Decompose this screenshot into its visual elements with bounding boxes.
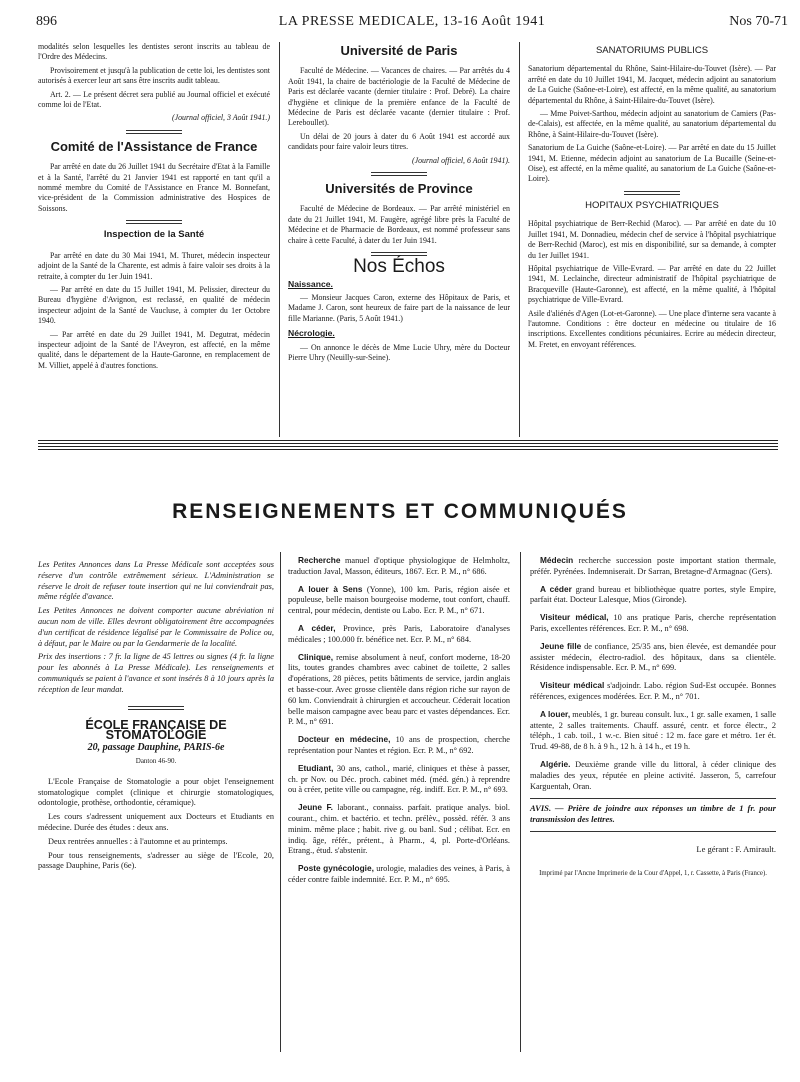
classified-keyword: A céder [540, 583, 572, 594]
classified-text: 10 ans pratique Paris, cherche représentation Paris, excellentes références. Ecr. P. M., n° 698. [530, 613, 777, 633]
column-announcements [38, 560, 274, 875]
classified-text: recherche succession poste important station thermale, préfér. Pyrénées. Indemniserait. Dr Sarran, Bretagne-d'Armagnac (Gers). [530, 556, 777, 576]
classified-text: Province, près Paris, Laboratoire d'analyses médicales ; 100.000 fr. bénéfice net. Ecr. P. M., n° 684. [288, 623, 510, 644]
classified-text: meublés, 1 gr. bureau consult. lux., 1 gr. salle examen, 1 salle attente, 2 salles traitements. Chauff. assuré, centr. et force électr., 2 téléph., 1 cab. toil., 1 w.-c. Bien situé : 12 m. face gare et métro. 1er ét. Trud. 49-88, de 8 h. à 9 h., 12 h. à 14 h., et 19 h. [530, 709, 777, 752]
classified-ad [288, 734, 510, 757]
classified-text: urologie, maladies des veines, à Paris, à céder contre faible indemnité. Ecr. P. M., n° 695. [288, 864, 510, 884]
section-title: Universités de Province [325, 181, 473, 197]
column-classifieds-right [530, 555, 776, 878]
article-text: — Par arrêté en date du 29 Juillet 1941, M. Degutrat, médecin inspecteur adjoint de la Santé de l'Aveyron, est affecté, en la même qualité, dans le département de la Haute-Garonne, en remplacement de M. Villiet, appelé à d'autres fonctions. [38, 329, 270, 370]
decree-text: Provisoirement et jusqu'à la publication de cette loi, les dentistes sont autorisés à exercer leur art sans être inscrits audit tableau. [38, 65, 270, 86]
source-citation: (Journal officiel, 3 Août 1941.) [171, 113, 270, 123]
classified-keyword: Algérie. [540, 758, 571, 769]
column-rule [520, 552, 521, 1052]
classified-ad [530, 680, 776, 703]
classified-ad [530, 641, 776, 674]
article-text: — Par arrêté en date du 15 Juillet 1941, M. Pelissier, directeur du Bureau d'hygiène d'Avignon, est reclassé, en qualité de médecin inspecteur adjoint de la Santé de Vaucluse, à compter du 1er Octobre 1940. [38, 284, 270, 326]
notice-text: Les Petites Annonces dans La Presse Médicale sont acceptées sous réserve d'un contrôle extrêmement sérieux. L'Administration se réserve le droit de refuser toute insertion qui ne lui conviendrait pas, même réglée d'avance. [38, 560, 274, 602]
section-banner: RENSEIGNEMENTS ET COMMUNIQUÉS [172, 500, 628, 523]
classified-ad [288, 802, 510, 857]
classified-keyword: Visiteur médical, [540, 612, 609, 623]
classified-text: remise absolument à neuf, confort moderne, 18-20 lits, toutes grandes chambres avec cabinet de toilette, 2 salles d'opérations, 28 pièces, petits bâtiments de service, jardin anglais et basse-cour. Avec grosse clientèle dans région riche sur rayon de 60 km. Conviendrait à chirurgien et accoucheur. Céderait location belle maison campagne avec beau parc et vastes dépendances. Ecr. P. M., n° 691. [288, 652, 511, 727]
page-header [36, 14, 788, 34]
section-title: Comité de l'Assistance de France [50, 138, 258, 154]
article-text: — Monsieur Jacques Caron, externe des Hôpitaux de Paris, et Madame J. Caron, sont heureux de faire part de la naissance de leur fille Marianne. (Paris, 5 Août 1941.) [288, 292, 510, 323]
classified-keyword: A céder, [298, 622, 336, 633]
manager-signature: Le gérant : F. Amirault. [696, 843, 776, 854]
school-text: Deux rentrées annuelles : à l'automne et au printemps. [48, 836, 228, 846]
classified-keyword: Recherche [298, 555, 341, 565]
article-text: Sanatorium départemental du Rhône, Saint-Hilaire-du-Touvet (Isère). — Par arrêté en date du 10 Juillet 1941, M. Jacquet, médecin adjoint au sanatorium de La Guiche (Saône-et-Loire), est affecté, en la même qualité, au sanatorium départemental du Rhône, à Saint-Hilaire-du-Touvet (Isère). [528, 64, 776, 105]
article-text: — Mme Poivet-Sarthou, médecin adjoint au sanatorium de Camiers (Pas-de-Calais), est affectée, en la même qualité, au sanatorium départemental du Rhône, à Saint-Hilaire-du-Touvet (Isère). [528, 109, 776, 139]
article-text: Faculté de Médecine. — Vacances de chaires. — Par arrêtés du 4 Août 1941, la chaire de bactériologie de la Faculté de Médecine de Paris est déclarée vacante (dernier titulaire : Prof. Debré). La chaire d'hygiène et clinique de la première enfance de la Faculté de Médecine de Paris est déclarée vacante (dernier titulaire : Prof. Lereboullet). [288, 66, 510, 128]
school-text: Les cours s'adressent uniquement aux Docteurs et Etudiants en médecine. Durée des études : deux ans. [38, 812, 274, 832]
classified-ad [530, 759, 776, 792]
classified-ad [288, 863, 510, 886]
classified-keyword: Clinique, [298, 651, 334, 662]
school-address: 20, passage Dauphine, PARIS-6e [87, 742, 225, 754]
page-number: 896 [36, 14, 57, 29]
column-rule [279, 42, 280, 437]
article-text: Un délai de 20 jours à dater du 6 Août 1941 est accordé aux candidats pour faire valoir leurs titres. [288, 131, 510, 152]
column-rule [519, 42, 520, 437]
column-rule [280, 552, 281, 1052]
article-text: Hôpital psychiatrique de Berr-Rechid (Maroc). — Par arrêté en date du 10 Juillet 1941, M. Donnadieu, médecin chef de service à l'hôpital psychiatrique de Berr-Rechid (Maroc), est mis en disponibilité, sur sa demande, à compter du 1er Juillet 1941. [528, 219, 776, 260]
classified-keyword: A louer, [540, 708, 571, 719]
classified-text: grand bureau et bibliothèque quatre portes, style Empire, parfait état. Docteur Lalesque, Mios (Gironde). [530, 584, 776, 605]
classified-ad [288, 652, 510, 729]
decree-article: Art. 2. — Le présent décret sera publié au Journal officiel et exécuté comme loi de l'Etat. [38, 89, 270, 110]
column-right [528, 44, 776, 353]
classified-ad [288, 623, 510, 646]
divider [126, 130, 182, 134]
printer-line: Imprimé par l'Ancne Imprimerie de la Cour d'Appel, 1, r. Cassette, à Paris (France). [539, 869, 767, 877]
divider [530, 798, 776, 799]
classified-keyword: A louer à Sens [298, 583, 363, 594]
classified-ad [530, 709, 776, 753]
classified-keyword: Visiteur médical [540, 680, 605, 691]
section-rule [38, 446, 778, 450]
column-left [38, 42, 270, 374]
subsection-title: Nécrologie. [288, 328, 335, 339]
classified-text: s'adjoindr. Labo. région Sud-Est occupée. Bonnes références, exigences modérées. Ecr. P. M., n° 701. [530, 681, 776, 701]
school-text: L'Ecole Française de Stomatologie a pour objet l'enseignement stomatologique complet (clinique et chirurgie stomatologiques, odontologie, prothèse, orthodontie, céramique). [38, 776, 274, 808]
classified-ad [288, 763, 510, 796]
article-text: Hôpital psychiatrique de Ville-Evrard. — Par arrêté en date du 22 Juillet 1941, M. Leclainche, directeur administratif de l'hôpital psychiatrique de Bracqueville (Haute-Garonne), est affecté, en la même qualité, à l'hôpital psychiatrique de Ville-Evrard. [528, 263, 776, 305]
classified-keyword: Etudiant, [298, 762, 334, 773]
notice-text: AVIS. — Prière de joindre aux réponses un timbre de 1 fr. pour transmission des lettres. [530, 803, 776, 825]
article-text: Par arrêté en date du 26 Juillet 1941 du Secrétaire d'Etat à la Famille et à la Santé, l'arrêté du 21 Janvier 1941 est rapporté en tant qu'il a nommé membre du Comité de l'Assistance en France M. Bonnefant, vice-président de la Commission administrative des Hospices de Soissons. [38, 162, 270, 213]
section-title: Inspection de la Santé [103, 229, 205, 241]
source-citation: (Journal officiel, 6 Août 1941). [411, 155, 510, 165]
decree-text: modalités selon lesquelles les dentistes seront inscrits au tableau de l'Ordre des Médecins. [38, 42, 270, 62]
divider [530, 831, 776, 832]
classified-ad [530, 555, 776, 578]
classified-text: (Yonne), 100 km. Paris, région aisée et populeuse, belle maison bourgeoise moderne, tout confort, chauff. central, pour médecin, dentiste ou Labo. Ecr. P. M., n° 671. [288, 584, 510, 616]
section-rule [38, 440, 778, 444]
classified-text: Deuxième grande ville du littoral, à céder clinique des maladies des yeux, réputée en pleine activité. Jasseron, 5, carrefour Karguentah, Oran. [530, 759, 776, 791]
journal-title: LA PRESSE MEDICALE, 13-16 Août 1941 [278, 14, 546, 29]
classified-ad [288, 584, 510, 617]
article-text: Par arrêté en date du 30 Mai 1941, M. Thuret, médecin inspecteur adjoint de la Santé de la Charente, est admis à faire valoir ses droits à la retraite, à compter du 1er Juin 1941. [38, 250, 270, 281]
classified-keyword: Docteur en médecine, [298, 734, 391, 745]
school-title: ÉCOLE FRANÇAISE DE STOMATOLOGIE [85, 717, 227, 743]
notice-text: Prix des insertions : 7 fr. la ligne de 45 lettres ou signes (4 fr. la ligne pour les abonnés à La Presse Médicale). Les renseignements et communiqués se paient à l'avance et sont insérés 8 à 10 jours après la réception de leur mandat. [38, 652, 274, 694]
classified-keyword: Poste gynécologie, [298, 863, 374, 874]
section-title: HOPITAUX PSYCHIATRIQUES [585, 199, 719, 211]
section-title: Nos Échos [353, 256, 445, 278]
classified-keyword: Jeune fille [540, 640, 582, 651]
column-middle [288, 42, 510, 366]
school-phone: Danton 46-90. [135, 756, 177, 765]
classified-text: de confiance, 25/35 ans, bien élevée, est demandée pour assister médecin, électro-radiol. des hôpitaux, dans sa clientèle. Résidence indispensable. Ecr. P. M., n° 699. [530, 641, 777, 673]
column-classifieds-middle [288, 555, 510, 892]
classified-text: manuel d'optique physiologique de Helmholtz, traduction Javal, Masson, éditeurs, 1867. Ecr. P. M., n° 686. [288, 556, 510, 576]
article-text: Asile d'aliénés d'Agen (Lot-et-Garonne). — Une place d'interne sera vacante à l'automne. Conditions : être docteur en médecine ou titulaire de 16 inscriptions. Excellentes conditions pécuniaires. Ecrire au médecin directeur, M. Fretet, en envoyant références. [528, 308, 776, 349]
classified-text: 10 ans de prospection, cherche représentation pour Nantes et région. Ecr. P. M., n° 692. [288, 735, 510, 755]
divider [371, 172, 427, 176]
article-text: Sanatorium de La Guiche (Saône-et-Loire). — Par arrêté en date du 15 Juillet 1941, M. Etienne, médecin adjoint au sanatorium de La Bucaille (Seine-et-Oise), est affecté, en la même qualité, au sanatorium de La Guiche (Saône-et-Loire). [528, 143, 776, 184]
divider [128, 706, 184, 710]
school-text: Pour tous renseignements, s'adresser au siège de l'Ecole, 20, passage Dauphine, Paris (6e). [38, 850, 274, 871]
article-text: — On annonce le décès de Mme Lucie Uhry, mère du Docteur Pierre Uhry (Neuilly-sur-Seine). [288, 342, 510, 362]
classified-keyword: Médecin [540, 555, 574, 565]
notice-text: Les Petites Annonces ne doivent comporter aucune abréviation ni aucun nom de ville. Elles devront obligatoirement être accompagnées d'un certificat de résidence légalisé par le Commissaire de Police ou, à défaut, par le Maire ou par la Gendarmerie de la localité. [38, 606, 274, 648]
article-text: Faculté de Médecine de Bordeaux. — Par arrêté ministériel en date du 21 Juillet 1941, M. Faugère, agrégé libre près la Faculté de Médecine et de Pharmacie de Bordeaux, est nommé professeur sans chaire à cette Faculté, à dater du 1er Juin 1941. [288, 204, 510, 245]
divider [126, 220, 182, 224]
subsection-title: Naissance. [288, 278, 333, 289]
classified-ad [530, 584, 776, 607]
issue-number: Nos 70-71 [729, 14, 788, 29]
classified-keyword: Jeune F. [298, 802, 333, 813]
section-title: SANATORIUMS PUBLICS [595, 45, 709, 56]
classified-text: laborant., connaiss. parfait. pratique analys. biol. courant., chim. et bactério. et techn. prélèv., possèd. référ. 3 ans minim. même place ; habit. rive g. ou banl. Sud ; célibat. Ecr. en indiq. âge, référ., prétent., à Pharm., 4, pl. Porte-d'Orléans. Etrang., étud. s'abstenir. [288, 803, 510, 856]
classified-text: 30 ans, cathol., marié, cliniques et thèse à passer, ch. pr Nov. ou Déc. proch. cabinet méd. (méd. gén.) à reprendre ou à créer, petite ville ou campagne, rég. indiff. Ecr. P. M., n° 693. [288, 763, 511, 795]
divider [624, 191, 680, 195]
section-title: Université de Paris [340, 43, 458, 58]
classified-ad [530, 612, 776, 635]
classified-ad [288, 555, 510, 578]
